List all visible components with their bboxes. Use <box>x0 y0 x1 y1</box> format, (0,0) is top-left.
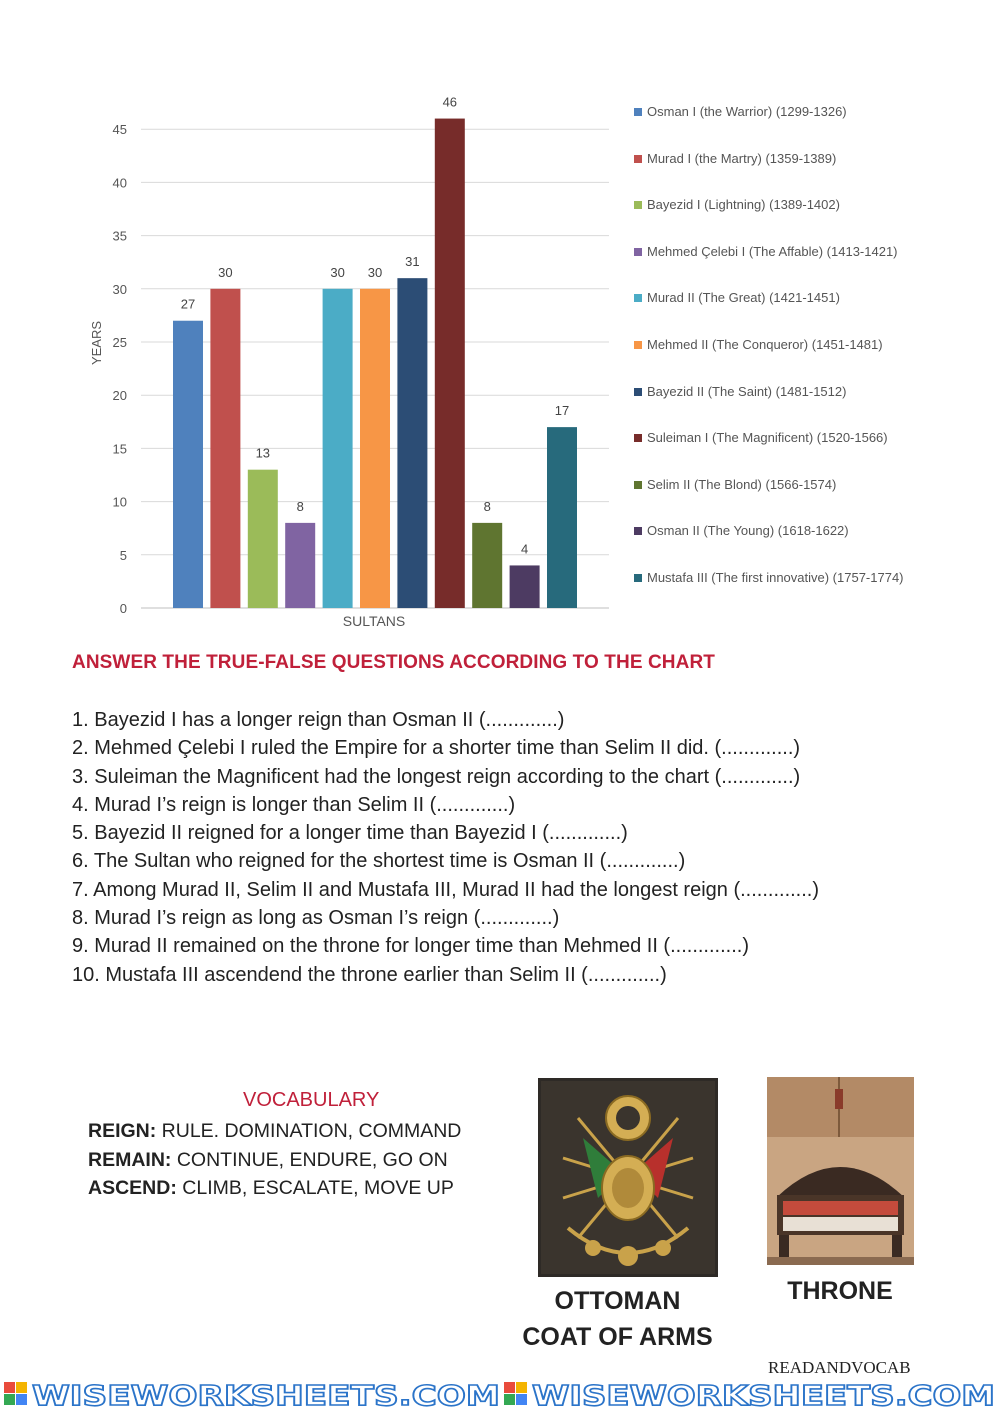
y-axis-ticks <box>113 122 127 616</box>
reign-bar-chart <box>0 0 1000 640</box>
y-tick-label: 40 <box>112 175 127 191</box>
legend-swatch <box>634 248 642 256</box>
bar-1 <box>173 321 203 608</box>
legend-swatch <box>634 574 642 582</box>
credit-text: READANDVOCAB <box>768 1358 911 1377</box>
bar-value-label: 31 <box>405 254 420 270</box>
legend-item <box>634 195 924 214</box>
question-4: 4. Murad I’s reign is longer than Selim II (.............) <box>72 793 516 816</box>
legend-item <box>634 102 924 121</box>
question-5: 5. Bayezid II reigned for a longer time than Bayezid I (.............) <box>72 822 628 845</box>
coat-caption-line2: COAT OF ARMS <box>522 1323 713 1351</box>
legend-label: Mustafa III (The first innovative) (1757-1774) <box>647 570 904 585</box>
question-10: 10. Mustafa III ascendend the throne earlier than Selim II (.............) <box>72 963 667 986</box>
y-tick-label: 35 <box>112 228 127 244</box>
banner-text: WISEWORKSHEETS.COM <box>32 1379 500 1412</box>
bar-10 <box>510 565 540 608</box>
vocab-term: REIGN: <box>88 1120 157 1142</box>
legend-item <box>634 382 924 401</box>
vocabulary-list <box>88 1117 461 1203</box>
legend-item <box>634 242 924 261</box>
legend-label: Bayezid I (Lightning) (1389-1402) <box>647 197 840 213</box>
question-1: 1. Bayezid I has a longer reign than Osman II (.............) <box>72 709 565 731</box>
legend-swatch <box>634 201 642 209</box>
legend-item <box>634 288 924 307</box>
question-list <box>72 706 819 989</box>
bar-6 <box>360 289 390 608</box>
legend-item <box>634 335 924 354</box>
question-3: 3. Suleiman the Magnificent had the longest reign according to the chart (.............) <box>72 765 801 788</box>
legend-label: Bayezid II (The Saint) (1481-1512) <box>647 383 847 399</box>
y-tick-label: 0 <box>119 601 127 616</box>
legend-item <box>634 475 924 494</box>
bar-value-label: 30 <box>330 264 345 280</box>
legend-swatch <box>634 527 642 535</box>
legend-label: Mehmed Çelebi I (The Affable) (1413-1421) <box>647 243 898 259</box>
y-tick-label: 45 <box>112 122 127 138</box>
y-tick-label: 20 <box>112 388 127 404</box>
banner-logo-icon <box>504 1382 527 1405</box>
legend-label: Murad II (The Great) (1421-1451) <box>647 290 840 306</box>
bar-value-label: 30 <box>367 264 383 280</box>
coat-caption-line1: OTTOMAN <box>554 1287 681 1315</box>
bar-value-label: 4 <box>520 541 529 557</box>
legend-swatch <box>634 294 642 302</box>
chart-bars <box>173 119 577 608</box>
vocab-row-reign <box>88 1117 461 1146</box>
legend-label: Mehmed II (The Conqueror) (1451-1481) <box>647 337 883 352</box>
banner-logo-icon <box>4 1382 27 1405</box>
y-axis-label: YEARS <box>89 320 104 366</box>
throne-image <box>767 1077 914 1265</box>
question-9: 9. Murad II remained on the throne for longer time than Mehmed II (.............) <box>72 935 749 958</box>
y-tick-label: 15 <box>112 441 127 457</box>
bar-9 <box>472 523 502 608</box>
legend-label: Selim II (The Blond) (1566-1574) <box>647 476 837 492</box>
legend-label: Suleiman I (The Magnificent) (1520-1566) <box>647 430 888 446</box>
legend-label: Osman I (the Warrior) (1299-1326) <box>647 104 847 119</box>
vocab-term: REMAIN: <box>88 1148 172 1171</box>
throne-caption: THRONE <box>787 1277 893 1305</box>
y-tick-label: 30 <box>112 281 127 297</box>
legend-swatch <box>634 341 642 349</box>
legend-swatch <box>634 155 642 163</box>
bar-value-label: 17 <box>554 403 570 419</box>
coat-of-arms-image <box>538 1078 718 1277</box>
legend-swatch <box>634 108 642 116</box>
bar-value-label: 8 <box>296 498 304 514</box>
legend-item <box>634 521 924 540</box>
bar-value-label: 13 <box>255 445 271 461</box>
question-7: 7. Among Murad II, Selim II and Mustafa III, Murad II had the longest reign (.............) <box>72 878 820 901</box>
bar-3 <box>248 470 278 608</box>
legend-swatch <box>634 388 642 396</box>
legend-item <box>634 568 924 587</box>
y-tick-label: 10 <box>112 494 127 510</box>
y-tick-label: 25 <box>112 335 127 350</box>
question-2: 2. Mehmed Çelebi I ruled the Empire for a shorter time than Selim II did. (.............) <box>72 737 801 760</box>
bar-value-label: 30 <box>218 264 233 280</box>
vocab-definition: CLIMB, ESCALATE, MOVE UP <box>176 1177 454 1199</box>
vocab-definition: RULE. DOMINATION, COMMAND <box>156 1120 462 1142</box>
wiseworksheets-banner <box>0 1376 1000 1413</box>
legend-label: Osman II (The Young) (1618-1622) <box>647 523 849 539</box>
legend-item <box>634 149 924 168</box>
bar-7 <box>397 278 427 608</box>
vocab-row-ascend <box>88 1174 461 1203</box>
bar-value-label: 46 <box>442 94 458 110</box>
bar-4 <box>285 523 315 608</box>
legend-item <box>634 428 924 447</box>
vocabulary-title: VOCABULARY <box>243 1089 380 1111</box>
coat-of-arms-caption <box>520 1283 715 1355</box>
bar-11 <box>547 427 577 608</box>
bar-value-label: 8 <box>483 498 491 514</box>
bar-5 <box>323 289 353 608</box>
legend-swatch <box>634 481 642 489</box>
x-axis-label: SULTANS <box>342 613 406 629</box>
worksheet-heading: ANSWER THE TRUE-FALSE QUESTIONS ACCORDING TO THE CHART <box>72 652 715 673</box>
banner-text: WISEWORKSHEETS.COM <box>532 1379 995 1412</box>
vocab-term: ASCEND: <box>88 1177 177 1199</box>
bar-2 <box>210 289 240 608</box>
bar-value-label: 27 <box>180 296 196 312</box>
legend-label: Murad I (the Martry) (1359-1389) <box>647 150 837 166</box>
legend-swatch <box>634 434 642 442</box>
question-6: 6. The Sultan who reigned for the shortest time is Osman II (.............) <box>72 850 686 873</box>
vocab-definition: CONTINUE, ENDURE, GO ON <box>171 1148 448 1171</box>
question-8: 8. Murad I’s reign as long as Osman I’s reign (.............) <box>72 907 560 930</box>
vocab-row-remain <box>88 1146 461 1175</box>
bar-8 <box>435 119 465 608</box>
y-tick-label: 5 <box>119 547 127 563</box>
